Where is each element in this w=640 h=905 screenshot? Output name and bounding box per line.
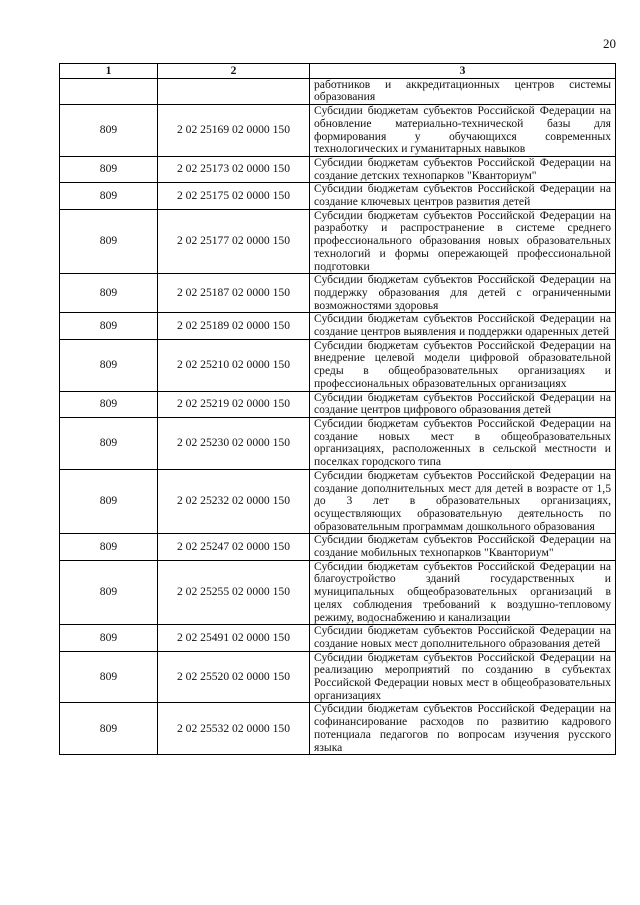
admin-code-cell: 809 — [60, 183, 158, 209]
table-row — [60, 560, 616, 625]
admin-code-cell: 809 — [60, 274, 158, 313]
table-row — [60, 534, 616, 560]
description-cell: Субсидии бюджетам субъектов Российской Федерации на создание ключевых центров развития детей — [310, 183, 616, 209]
revenue-code-cell: 2 02 25177 02 0000 150 — [158, 209, 310, 274]
table-header — [60, 64, 616, 79]
column-header-1: 1 — [60, 64, 158, 79]
description-cell: Субсидии бюджетам субъектов Российской Федерации на внедрение целевой модели цифровой образовательной среды в общеобразовательных организациях и профессиональных образовательных организациях — [310, 339, 616, 391]
budget-codes-table — [59, 63, 616, 755]
description-cell: Субсидии бюджетам субъектов Российской Федерации на поддержку образования для детей с ограниченными возможностями здоровья — [310, 274, 616, 313]
revenue-code-cell: 2 02 25247 02 0000 150 — [158, 534, 310, 560]
column-header-3: 3 — [310, 64, 616, 79]
description-cell: Субсидии бюджетам субъектов Российской Федерации на создание дополнительных мест для детей в возрасте от 1,5 до 3 лет в образовательных организациях, осуществляющих образовательную деятельность по образовательным программам дошкольного образования — [310, 469, 616, 534]
table-row — [60, 339, 616, 391]
description-cell: Субсидии бюджетам субъектов Российской Федерации на обновление материально-технической базы для формирования у обучающихся современных технологических и гуманитарных навыков — [310, 105, 616, 157]
header-row — [60, 64, 616, 79]
revenue-code-cell: 2 02 25175 02 0000 150 — [158, 183, 310, 209]
admin-code-cell: 809 — [60, 156, 158, 182]
description-cell: Субсидии бюджетам субъектов Российской Федерации на софинансирование расходов по развитию кадрового потенциала педагогов по вопросам изучения русского языка — [310, 703, 616, 755]
table-row — [60, 274, 616, 313]
table-row — [60, 78, 616, 104]
admin-code-cell: 809 — [60, 534, 158, 560]
revenue-code-cell: 2 02 25255 02 0000 150 — [158, 560, 310, 625]
column-header-2: 2 — [158, 64, 310, 79]
table-row — [60, 651, 616, 703]
revenue-code-cell: 2 02 25532 02 0000 150 — [158, 703, 310, 755]
table-row — [60, 183, 616, 209]
description-cell: Субсидии бюджетам субъектов Российской Федерации на благоустройство зданий государственных и муниципальных общеобразовательных организаций в целях соблюдения требований к воздушно-тепловому режиму, водоснабжению и канализации — [310, 560, 616, 625]
revenue-code-cell: 2 02 25219 02 0000 150 — [158, 391, 310, 417]
admin-code-cell: 809 — [60, 703, 158, 755]
description-cell: Субсидии бюджетам субъектов Российской Федерации на создание центров выявления и поддержки одаренных детей — [310, 313, 616, 339]
revenue-code-cell: 2 02 25210 02 0000 150 — [158, 339, 310, 391]
description-cell: Субсидии бюджетам субъектов Российской Федерации на создание мобильных технопарков "Кванториум" — [310, 534, 616, 560]
revenue-code-cell: 2 02 25491 02 0000 150 — [158, 625, 310, 651]
table-row — [60, 391, 616, 417]
description-cell: Субсидии бюджетам субъектов Российской Федерации на создание новых мест дополнительного образования детей — [310, 625, 616, 651]
description-cell: Субсидии бюджетам субъектов Российской Федерации на создание центров цифрового образования детей — [310, 391, 616, 417]
revenue-code-cell: 2 02 25169 02 0000 150 — [158, 105, 310, 157]
description-cell: работников и аккредитационных центров системы образования — [310, 78, 616, 104]
admin-code-cell: 809 — [60, 105, 158, 157]
admin-code-cell: 809 — [60, 651, 158, 703]
admin-code-cell: 809 — [60, 209, 158, 274]
table-row — [60, 313, 616, 339]
revenue-code-cell: 2 02 25189 02 0000 150 — [158, 313, 310, 339]
table-row — [60, 105, 616, 157]
table-row — [60, 209, 616, 274]
admin-code-cell — [60, 78, 158, 104]
table-body — [60, 78, 616, 755]
description-cell: Субсидии бюджетам субъектов Российской Федерации на создание новых мест в общеобразовательных организациях, расположенных в сельской местности и поселках городского типа — [310, 417, 616, 469]
revenue-code-cell — [158, 78, 310, 104]
revenue-code-cell: 2 02 25520 02 0000 150 — [158, 651, 310, 703]
revenue-code-cell: 2 02 25230 02 0000 150 — [158, 417, 310, 469]
admin-code-cell: 809 — [60, 560, 158, 625]
admin-code-cell: 809 — [60, 625, 158, 651]
admin-code-cell: 809 — [60, 391, 158, 417]
description-cell: Субсидии бюджетам субъектов Российской Федерации на реализацию мероприятий по созданию в субъектах Российской Федерации новых мест в общеобразовательных организациях — [310, 651, 616, 703]
revenue-code-cell: 2 02 25232 02 0000 150 — [158, 469, 310, 534]
admin-code-cell: 809 — [60, 339, 158, 391]
admin-code-cell: 809 — [60, 313, 158, 339]
description-cell: Субсидии бюджетам субъектов Российской Федерации на разработку и распространение в системе среднего профессионального образования новых образовательных технологий и формы опережающей профессиональной подготовки — [310, 209, 616, 274]
table-row — [60, 469, 616, 534]
description-cell: Субсидии бюджетам субъектов Российской Федерации на создание детских технопарков "Кванториум" — [310, 156, 616, 182]
page-number: 20 — [603, 36, 616, 51]
revenue-code-cell: 2 02 25173 02 0000 150 — [158, 156, 310, 182]
revenue-code-cell: 2 02 25187 02 0000 150 — [158, 274, 310, 313]
table-row — [60, 417, 616, 469]
table-row — [60, 156, 616, 182]
admin-code-cell: 809 — [60, 469, 158, 534]
table-row — [60, 625, 616, 651]
admin-code-cell: 809 — [60, 417, 158, 469]
table-row — [60, 703, 616, 755]
